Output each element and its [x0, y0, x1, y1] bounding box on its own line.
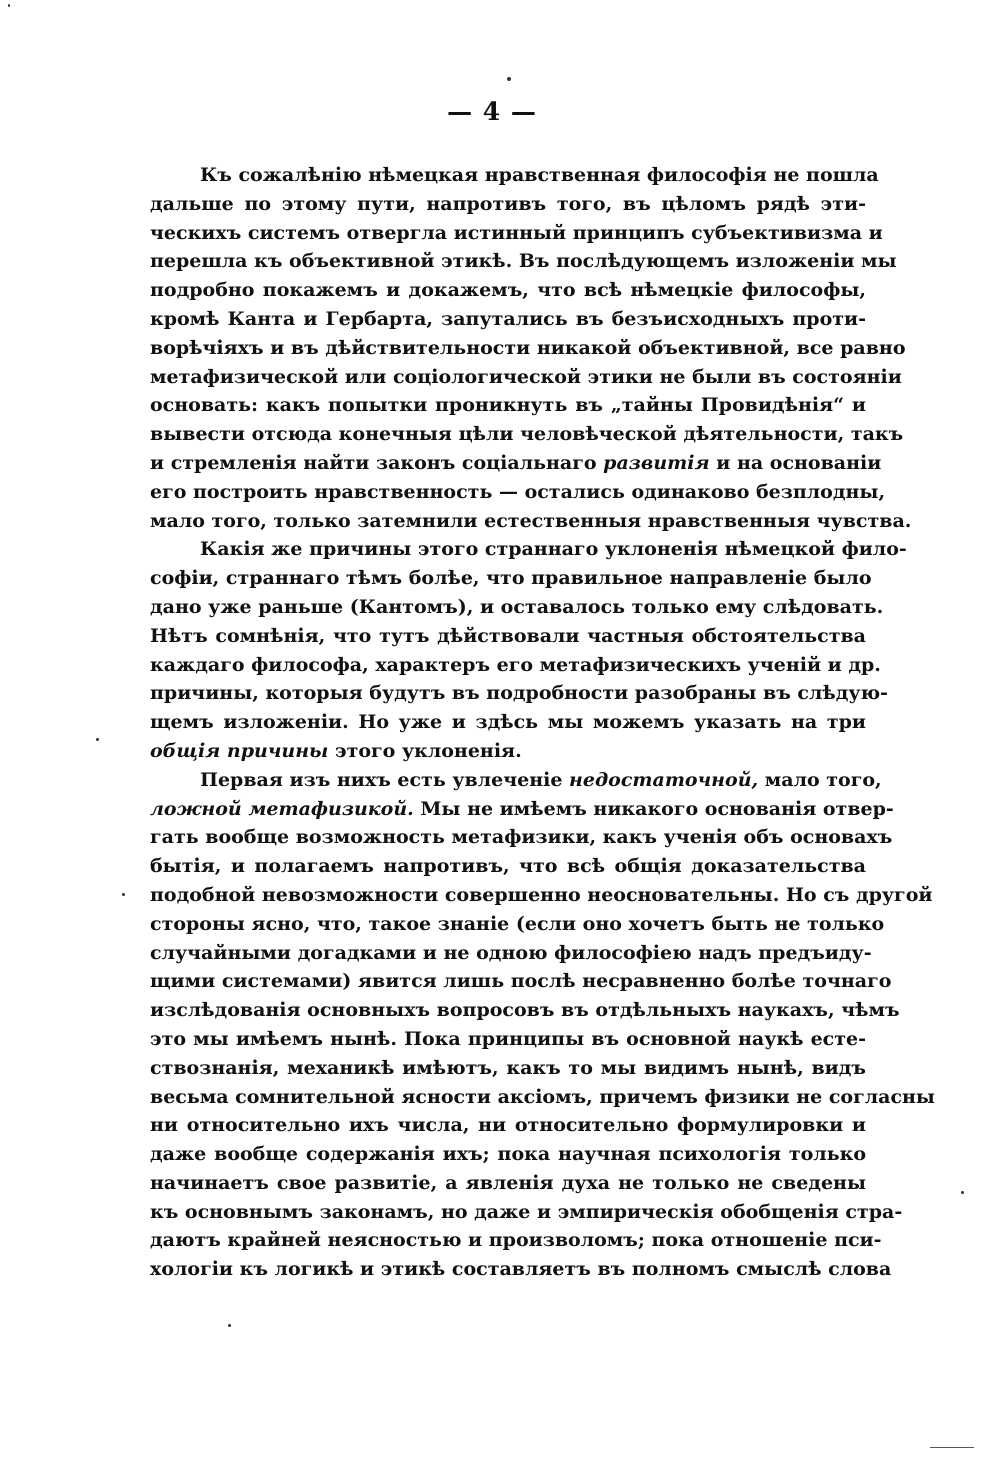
- text-line: [150, 1111, 866, 1140]
- italic-text-segment: недостаточной,: [569, 768, 759, 791]
- text-line: [150, 1198, 903, 1227]
- text-line: [150, 363, 902, 392]
- text-line: [150, 507, 912, 536]
- text-line: [150, 823, 893, 852]
- print-speck: [961, 1191, 964, 1194]
- text-segment: и на основаніи: [709, 451, 882, 474]
- text-line: [150, 1140, 866, 1169]
- text-line: [150, 1169, 866, 1198]
- text-segment: Первая изъ нихъ есть увлеченіе: [200, 768, 570, 791]
- print-speck: [507, 77, 511, 81]
- text-segment: Нѣтъ сомнѣнія, что тутъ дѣйствовали частныя обстоятельства: [150, 624, 866, 647]
- text-line: [150, 708, 866, 737]
- text-segment: стороны ясно, что, такое знаніе (если оно хочетъ быть не только: [150, 912, 885, 935]
- text-segment: ни относительно ихъ числа, ни относительно формулировки и: [150, 1114, 866, 1137]
- print-speck: [228, 1324, 231, 1327]
- text-segment: это мы имѣемъ нынѣ. Пока принципы въ основной наукѣ есте-: [150, 1027, 866, 1050]
- text-line: [150, 1083, 935, 1112]
- text-segment: причины, которыя будутъ въ подробности разобраны въ слѣдую-: [150, 682, 888, 705]
- text-segment: изслѣдованія основныхъ вопросовъ въ отдѣльныхъ наукахъ, чѣмъ: [150, 999, 900, 1022]
- text-line: [150, 766, 882, 795]
- text-segment: основать: какъ попытки проникнуть въ „тайны Провидѣнія“ и: [150, 394, 866, 417]
- text-line: [150, 967, 892, 996]
- text-line: [150, 996, 900, 1025]
- text-segment: этого уклоненія.: [328, 739, 522, 762]
- print-speck: [96, 738, 99, 741]
- italic-text-segment: общія причины: [150, 739, 329, 762]
- text-segment: вывести отсюда конечныя цѣли человѣческой дѣятельности, такъ: [150, 423, 904, 446]
- text-segment: ствознанія, механикѣ имѣютъ, какъ то мы видимъ нынѣ, видъ: [150, 1056, 866, 1079]
- text-segment: каждаго философа, характеръ его метафизическихъ ученій и др.: [150, 653, 881, 676]
- text-line: [150, 161, 879, 190]
- text-segment: подобной невозможности совершенно неосновательны. Но съ другой: [150, 883, 933, 906]
- text-line: [150, 449, 882, 478]
- body-text: [150, 161, 935, 1284]
- text-line: [150, 1255, 892, 1284]
- text-line: [150, 1226, 882, 1255]
- text-line: [150, 881, 933, 910]
- text-line: [150, 622, 866, 651]
- text-segment: даже вообще содержанія ихъ; пока научная психологія только: [150, 1143, 866, 1166]
- text-line: [150, 391, 866, 420]
- text-line: [150, 593, 884, 622]
- edge-rule: [930, 1447, 974, 1448]
- text-segment: Какія же причины этого страннаго уклоненія нѣмецкой фило-: [200, 538, 907, 561]
- text-segment: ворѣчіяхъ и въ дѣйствительности никакой объективной, все равно: [150, 336, 906, 359]
- text-line: [150, 679, 888, 708]
- text-segment: гать вообще возможность метафизики, какъ ученія объ основахъ: [150, 826, 893, 849]
- print-speck: [8, 4, 10, 7]
- text-segment: даютъ крайней неясностью и произволомъ; пока отношеніе пси-: [150, 1229, 882, 1252]
- text-segment: начинаетъ свое развитіе, а явленія духа не только не сведены: [150, 1171, 866, 1194]
- text-line: [150, 535, 907, 564]
- text-line: [150, 219, 883, 248]
- text-line: [150, 305, 866, 334]
- text-line: [150, 190, 866, 219]
- italic-text-segment: ложной метафизикой.: [150, 797, 414, 820]
- text-line: [150, 939, 872, 968]
- text-segment: дальше по этому пути, напротивъ того, въ цѣломъ рядѣ эти-: [150, 192, 866, 215]
- text-segment: случайными догадками и не одною философіею надъ предъиду-: [150, 941, 872, 964]
- text-line: [150, 420, 904, 449]
- text-line: [150, 737, 866, 766]
- text-line: [150, 247, 897, 276]
- text-segment: мало того,: [758, 768, 882, 791]
- text-line: [150, 795, 894, 824]
- text-line: [150, 334, 906, 363]
- text-line: [150, 276, 866, 305]
- text-line: [150, 478, 886, 507]
- text-line: [150, 1025, 866, 1054]
- text-segment: бытія, и полагаемъ напротивъ, что всѣ общія доказательства: [150, 855, 866, 878]
- text-segment: его построить нравственность — остались одинаково безплодны,: [150, 480, 886, 503]
- text-segment: метафизической или соціологической этики не были въ состояніи: [150, 365, 902, 388]
- text-segment: Мы не имѣемъ никакого основанія отвер-: [413, 797, 894, 820]
- italic-text-segment: развитія: [603, 451, 710, 474]
- text-segment: щемъ изложеніи. Но уже и здѣсь мы можемъ указать на три: [150, 711, 866, 734]
- text-line: [150, 852, 866, 881]
- text-segment: подробно покажемъ и докажемъ, что всѣ нѣмецкіе философы,: [150, 279, 866, 302]
- text-segment: и стремленія найти законъ соціальнаго: [150, 451, 604, 474]
- text-line: [150, 910, 885, 939]
- text-segment: хологіи къ логикѣ и этикѣ составляетъ въ полномъ смыслѣ слова: [150, 1258, 892, 1281]
- text-segment: ческихъ системъ отвергла истинный принципъ субъективизма и: [150, 221, 883, 244]
- text-segment: перешла къ объективной этикѣ. Въ послѣдующемъ изложеніи мы: [150, 250, 897, 273]
- text-segment: дано уже раньше (Кантомъ), и оставалось только ему слѣдовать.: [150, 595, 884, 618]
- text-segment: къ основнымъ законамъ, но даже и эмпирическія обобщенія стра-: [150, 1200, 903, 1223]
- text-line: [150, 1054, 866, 1083]
- text-segment: кромѣ Канта и Гербарта, запутались въ безъисходныхъ проти-: [150, 307, 866, 330]
- text-segment: мало того, только затемнили естественныя нравственныя чувства.: [150, 509, 912, 532]
- text-segment: щими системами) явится лишь послѣ несравненно болѣе точнаго: [150, 970, 892, 993]
- text-segment: Къ сожалѣнію нѣмецкая нравственная философія не пошла: [200, 164, 879, 186]
- print-speck: [122, 893, 125, 896]
- text-line: [150, 564, 872, 593]
- page-number: — 4 —: [447, 97, 537, 126]
- text-line: [150, 651, 881, 680]
- text-segment: софіи, страннаго тѣмъ болѣе, что правильное направленіе было: [150, 567, 872, 590]
- text-segment: весьма сомнительной ясности аксіомъ, причемъ физики не согласны: [150, 1085, 935, 1108]
